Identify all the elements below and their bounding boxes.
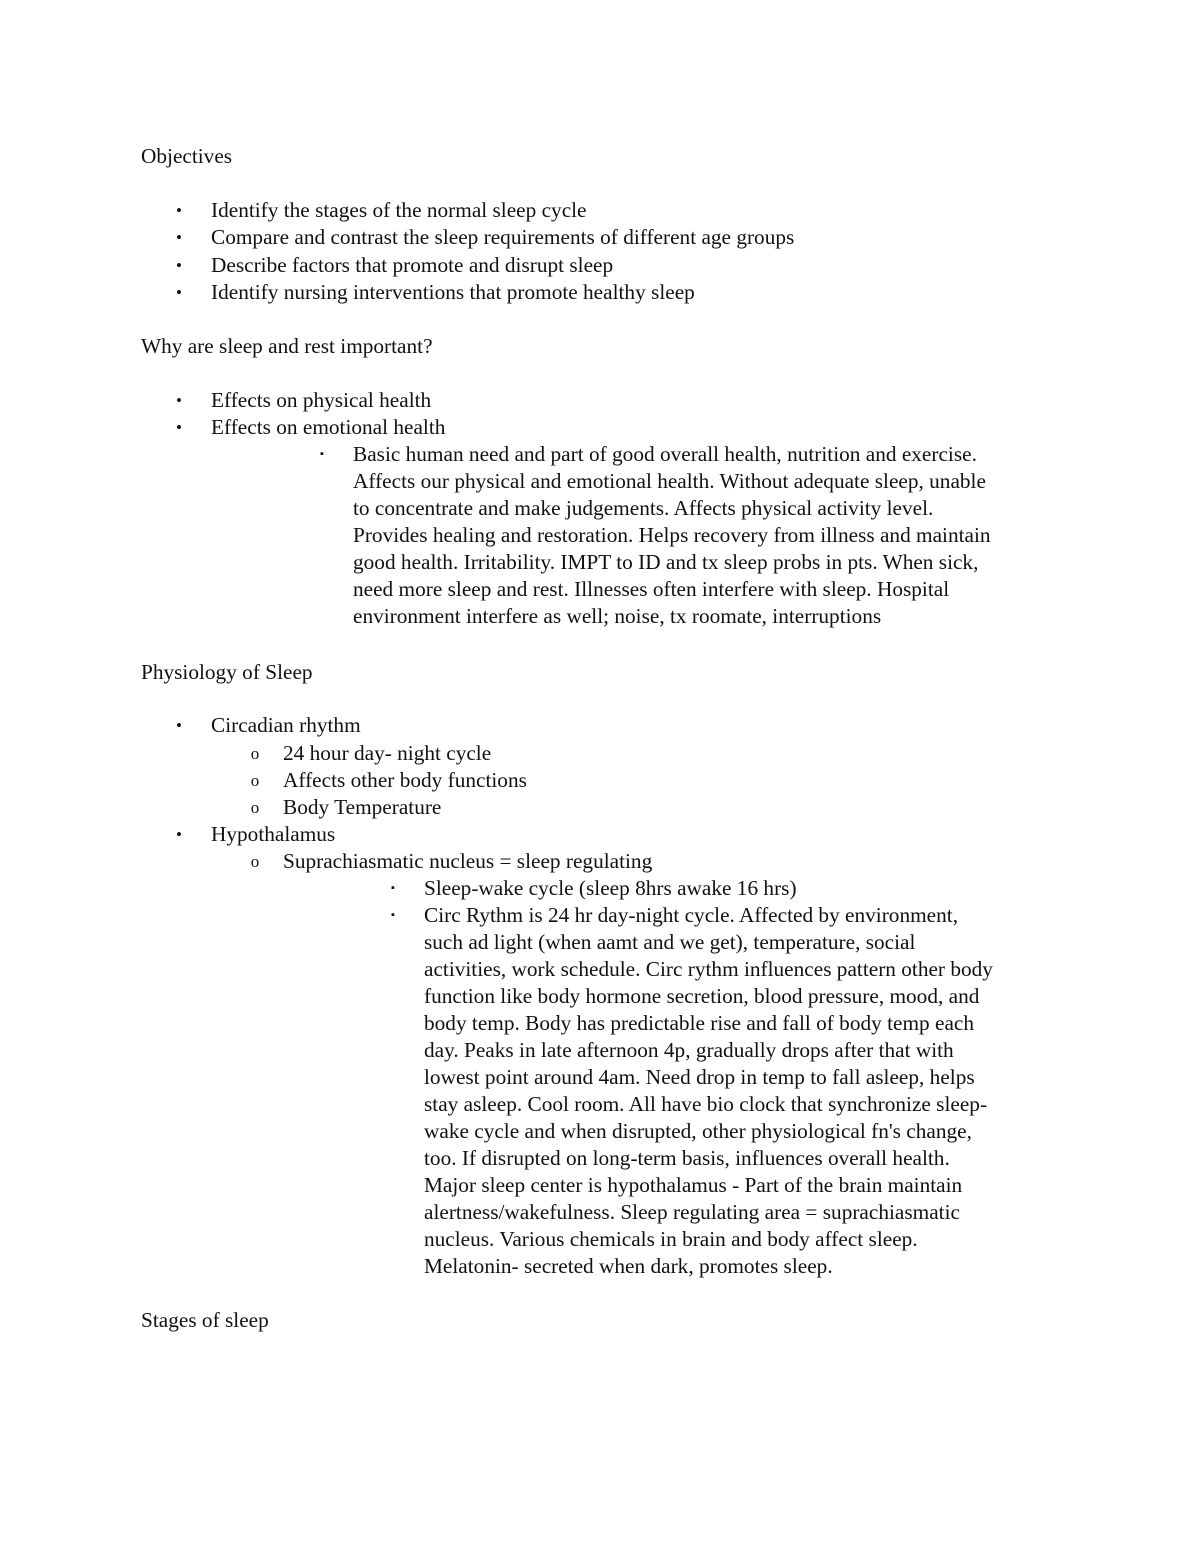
list-item: Compare and contrast the sleep requirements of different age groups	[211, 225, 795, 249]
list-item: Identify the stages of the normal sleep cycle	[211, 198, 587, 222]
bullet-marker: •	[176, 283, 182, 302]
heading-physiology: Physiology of Sleep	[141, 660, 313, 684]
note-paragraph: Basic human need and part of good overall health, nutrition and exercise. Affects our physical and emotional health. Without adequate sleep, unable to concentrate and make judgements. Affects physical activity level. Provides healing and restoration. Helps recovery from illness and maintain good health. Irritability. IMPT to ID and tx sleep probs in pts. When sick, need more sleep and rest. Illnesses often interfere with sleep. Hospital environment interfere as well; noise, tx roomate, interruptions	[353, 442, 991, 628]
circle-bullet-marker: o	[250, 771, 260, 790]
list-item: Circadian rhythm	[211, 713, 361, 737]
sub-list-item: 24 hour day- night cycle	[283, 741, 492, 765]
circle-bullet-marker: o	[250, 744, 260, 763]
circle-bullet-marker: o	[250, 852, 260, 871]
list-item: Hypothalamus	[211, 822, 336, 846]
heading-objectives: Objectives	[141, 144, 233, 168]
heading-stages-of-sleep: Stages of sleep	[141, 1308, 269, 1332]
bullet-marker: •	[176, 256, 182, 275]
list-item: Identify nursing interventions that promote healthy sleep	[211, 280, 695, 304]
square-bullet-marker: ▪	[391, 909, 395, 921]
list-item: Effects on emotional health	[211, 415, 446, 439]
sub-list-item: Body Temperature	[283, 795, 442, 819]
bullet-marker: •	[176, 201, 182, 220]
list-item: Describe factors that promote and disrupt sleep	[211, 253, 614, 277]
detail-item: Sleep-wake cycle (sleep 8hrs awake 16 hrs)	[424, 876, 797, 900]
heading-why-sleep: Why are sleep and rest important?	[141, 334, 433, 358]
square-bullet-marker: ▪	[391, 882, 395, 894]
sub-list-item: Affects other body functions	[283, 768, 527, 792]
detail-paragraph: Circ Rythm is 24 hr day-night cycle. Affected by environment, such ad light (when aamt and we get), temperature, social activities, work schedule. Circ rythm influences pattern other body function like body hormone secretion, blood pressure, mood, and body temp. Body has predictable rise and fall of body temp each day. Peaks in late afternoon 4p, gradually drops after that with lowest point around 4am. Need drop in temp to fall asleep, helps stay asleep. Cool room. All have bio clock that synchronize sleep- wake cycle and when disrupted, other physiological fn's change, too. If disrupted on long-term basis, influences overall health. Major sleep center is hypothalamus - Part of the brain maintain alertness/wakefulness. Sleep regulating area = suprachiasmatic nucleus. Various chemicals in brain and body affect sleep. Melatonin- secreted when dark, promotes sleep.	[424, 903, 993, 1278]
sub-list-item: Suprachiasmatic nucleus = sleep regulating	[283, 849, 653, 873]
square-bullet-marker: ▪	[320, 448, 324, 460]
bullet-marker: •	[176, 825, 182, 844]
bullet-marker: •	[176, 228, 182, 247]
bullet-marker: •	[176, 391, 182, 410]
circle-bullet-marker: o	[250, 798, 260, 817]
bullet-marker: •	[176, 418, 182, 437]
bullet-marker: •	[176, 716, 182, 735]
list-item: Effects on physical health	[211, 388, 432, 412]
